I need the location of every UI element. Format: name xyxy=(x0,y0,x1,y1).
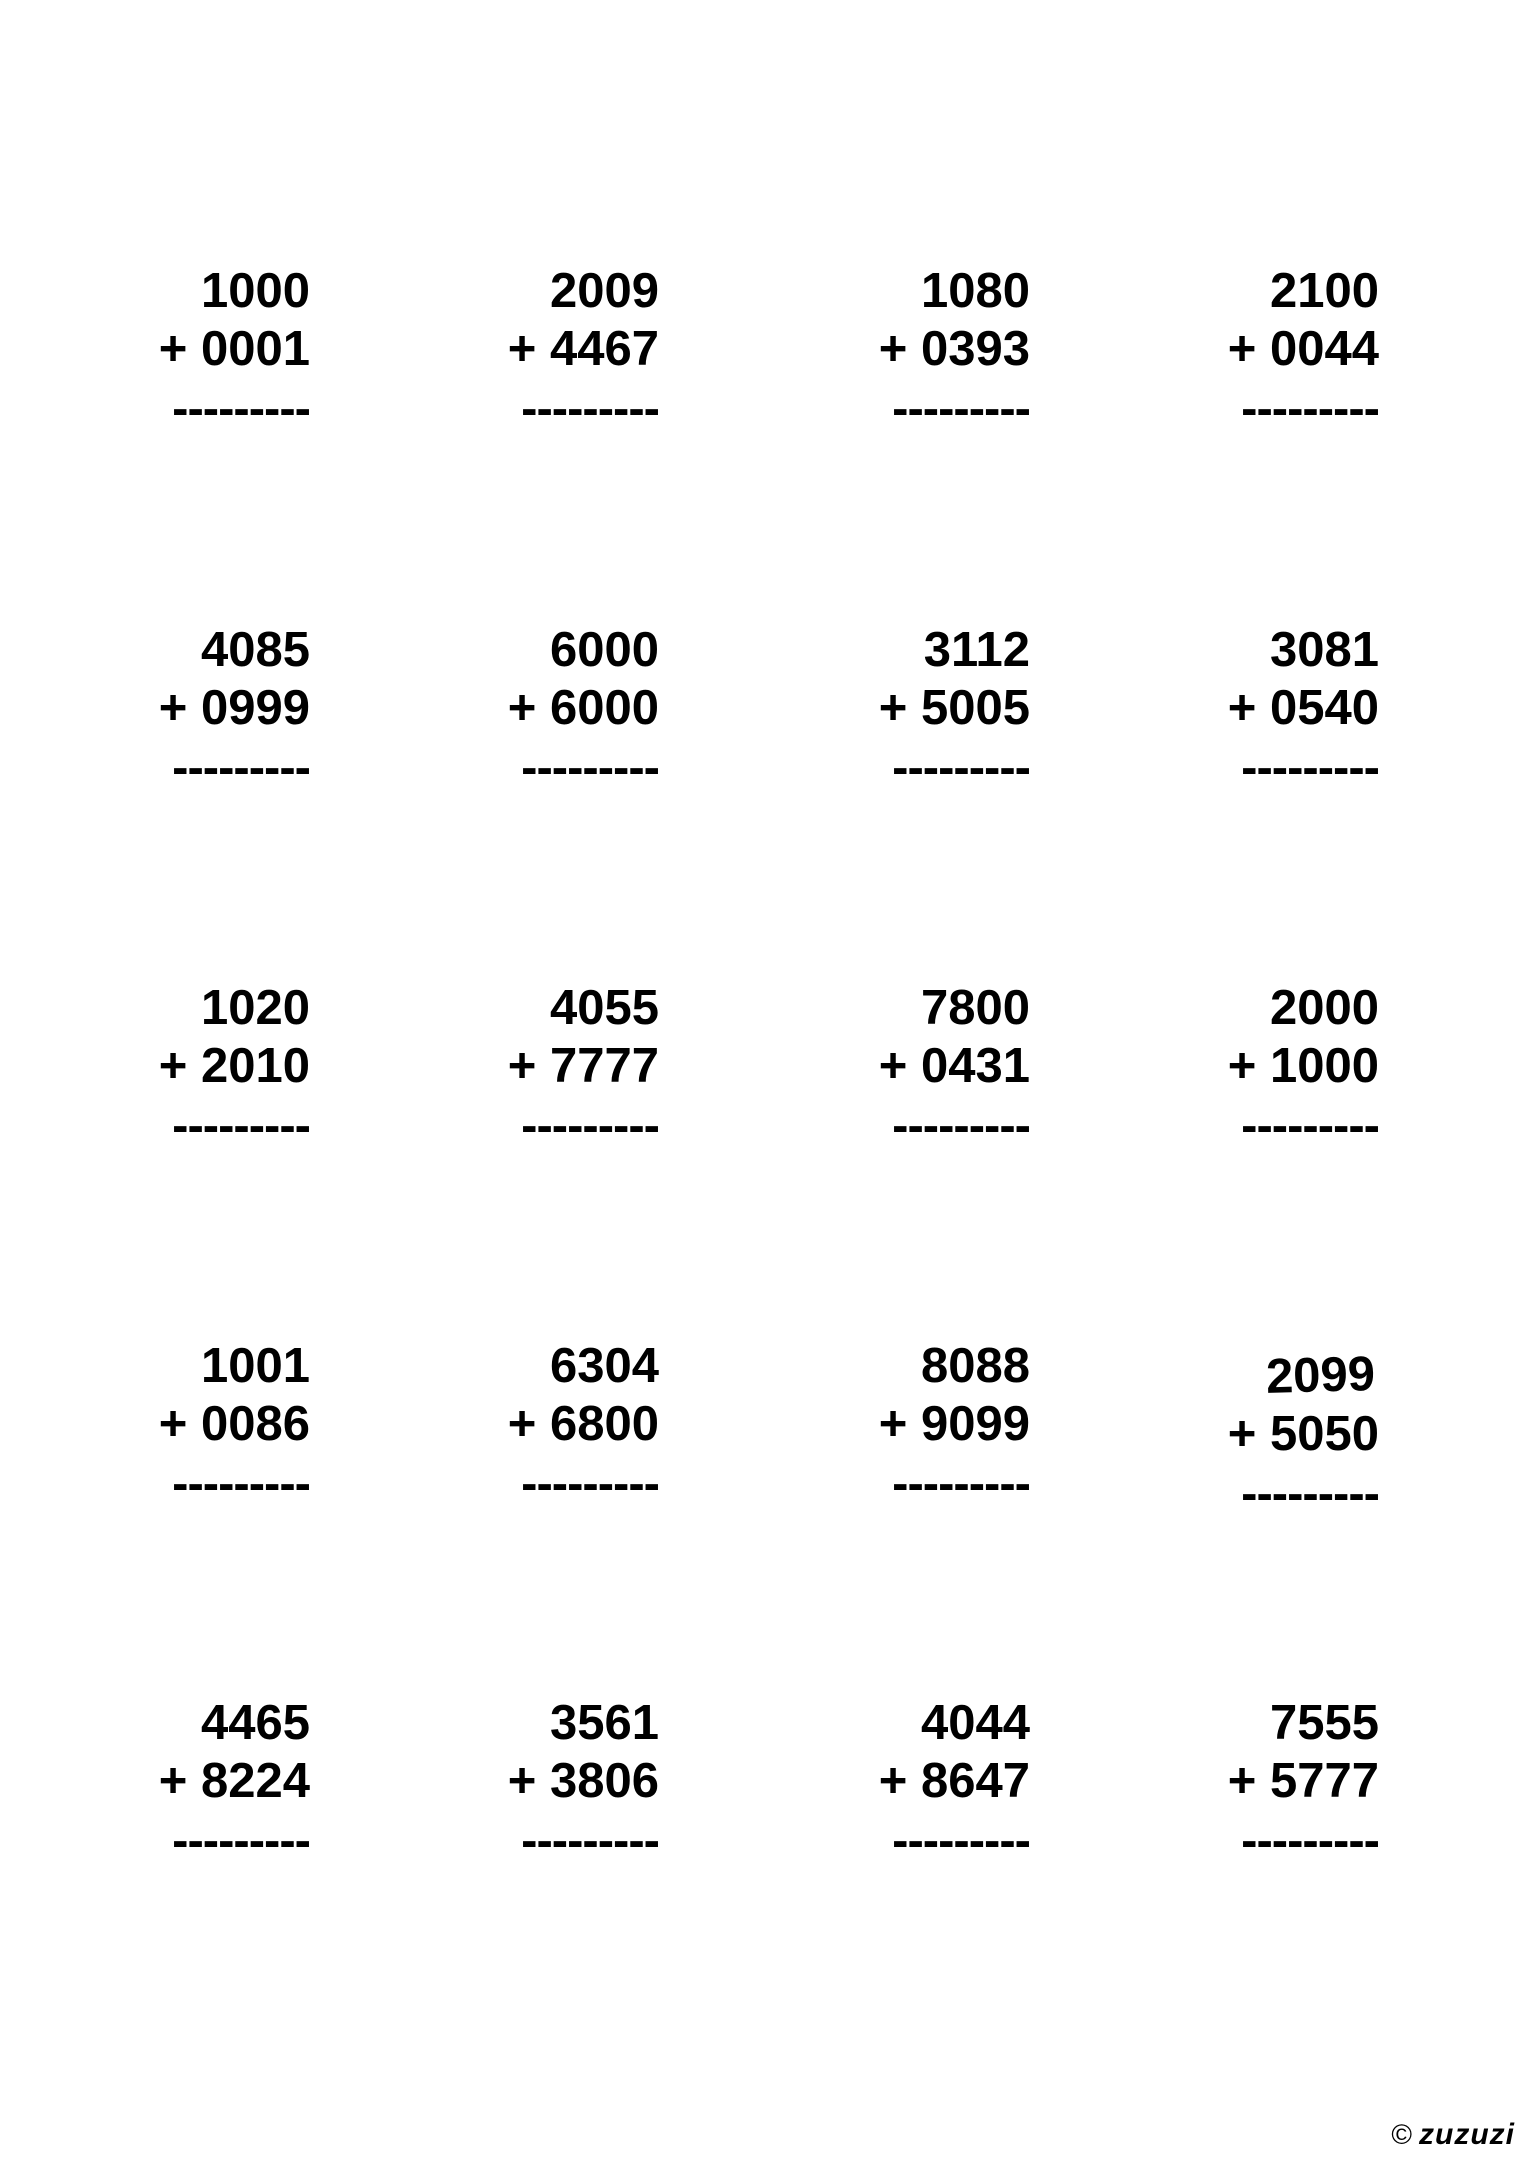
answer-rule: --------- xyxy=(1241,382,1379,436)
addend-bottom: + 1000 xyxy=(1227,1039,1379,1093)
addend-bottom: + 5777 xyxy=(1227,1754,1379,1808)
addend-top: 6000 xyxy=(549,623,659,677)
addend-bottom: + 2010 xyxy=(158,1039,310,1093)
addend-bottom: + 4467 xyxy=(507,322,659,376)
addition-problem-8 xyxy=(1179,621,1379,797)
addition-problem-2 xyxy=(459,262,659,438)
addend-bottom: + 5050 xyxy=(1227,1407,1379,1461)
addend-bottom: + 0044 xyxy=(1227,322,1379,376)
answer-rule: --------- xyxy=(521,741,659,795)
addend-bottom: + 8224 xyxy=(158,1754,310,1808)
addend-top: 6304 xyxy=(549,1339,659,1393)
addend-top: 2099 xyxy=(1265,1347,1376,1404)
answer-rule: --------- xyxy=(892,1814,1030,1868)
addition-problem-5 xyxy=(110,621,310,797)
addend-top: 7800 xyxy=(920,981,1030,1035)
answer-rule: --------- xyxy=(892,741,1030,795)
addend-bottom: + 0999 xyxy=(158,681,310,735)
answer-rule: --------- xyxy=(521,1099,659,1153)
answer-rule: --------- xyxy=(892,1099,1030,1153)
addition-problem-1 xyxy=(110,262,310,438)
addend-top: 4465 xyxy=(200,1696,310,1750)
answer-rule: --------- xyxy=(172,1457,310,1511)
addend-bottom: + 8647 xyxy=(878,1754,1030,1808)
addend-top: 1001 xyxy=(200,1339,310,1393)
addend-top: 2009 xyxy=(549,264,659,318)
addition-problem-11 xyxy=(830,979,1030,1155)
copyright-icon: © xyxy=(1391,2119,1413,2150)
addition-problem-7 xyxy=(830,621,1030,797)
answer-rule: --------- xyxy=(1241,1467,1379,1521)
answer-rule: --------- xyxy=(1241,1099,1379,1153)
addend-bottom: + 7777 xyxy=(507,1039,659,1093)
answer-rule: --------- xyxy=(172,1814,310,1868)
addend-bottom: + 0001 xyxy=(158,322,310,376)
addend-top: 4085 xyxy=(200,623,310,677)
addition-problem-6 xyxy=(459,621,659,797)
addend-bottom: + 0431 xyxy=(878,1039,1030,1093)
addend-top: 3081 xyxy=(1269,623,1379,677)
answer-rule: --------- xyxy=(172,1099,310,1153)
addend-bottom: + 0393 xyxy=(878,322,1030,376)
addition-problem-9 xyxy=(110,979,310,1155)
addend-bottom: + 9099 xyxy=(878,1397,1030,1451)
addend-top: 2000 xyxy=(1269,981,1379,1035)
addend-top: 8088 xyxy=(920,1339,1030,1393)
answer-rule: --------- xyxy=(1241,1814,1379,1868)
addition-problem-10 xyxy=(459,979,659,1155)
addition-problem-15 xyxy=(830,1337,1030,1513)
addend-top: 4044 xyxy=(920,1696,1030,1750)
addition-problem-3 xyxy=(830,262,1030,438)
addend-bottom: + 5005 xyxy=(878,681,1030,735)
addend-top: 3112 xyxy=(923,623,1030,677)
addition-problem-17 xyxy=(110,1694,310,1870)
answer-rule: --------- xyxy=(521,1457,659,1511)
addend-bottom: + 0540 xyxy=(1227,681,1379,735)
brand-name: zuzuzi xyxy=(1419,2118,1515,2151)
addition-problem-16 xyxy=(1179,1347,1379,1523)
addition-problem-20 xyxy=(1179,1694,1379,1870)
addend-top: 4055 xyxy=(549,981,659,1035)
addend-top: 1000 xyxy=(200,264,310,318)
copyright-notice xyxy=(1391,2118,1515,2152)
answer-rule: --------- xyxy=(521,382,659,436)
addition-problem-18 xyxy=(459,1694,659,1870)
addend-top: 1080 xyxy=(920,264,1030,318)
addition-problem-14 xyxy=(459,1337,659,1513)
addend-top: 2100 xyxy=(1269,264,1379,318)
addend-top: 7555 xyxy=(1269,1696,1379,1750)
answer-rule: --------- xyxy=(172,741,310,795)
addend-bottom: + 3806 xyxy=(507,1754,659,1808)
addition-problem-4 xyxy=(1179,262,1379,438)
addend-bottom: + 6800 xyxy=(507,1397,659,1451)
addend-bottom: + 6000 xyxy=(507,681,659,735)
answer-rule: --------- xyxy=(892,1457,1030,1511)
addition-problem-12 xyxy=(1179,979,1379,1155)
addition-problem-13 xyxy=(110,1337,310,1513)
answer-rule: --------- xyxy=(892,382,1030,436)
answer-rule: --------- xyxy=(1241,741,1379,795)
addend-top: 1020 xyxy=(200,981,310,1035)
addend-bottom: + 0086 xyxy=(158,1397,310,1451)
addition-problem-19 xyxy=(830,1694,1030,1870)
answer-rule: --------- xyxy=(172,382,310,436)
addend-top: 3561 xyxy=(549,1696,659,1750)
answer-rule: --------- xyxy=(521,1814,659,1868)
